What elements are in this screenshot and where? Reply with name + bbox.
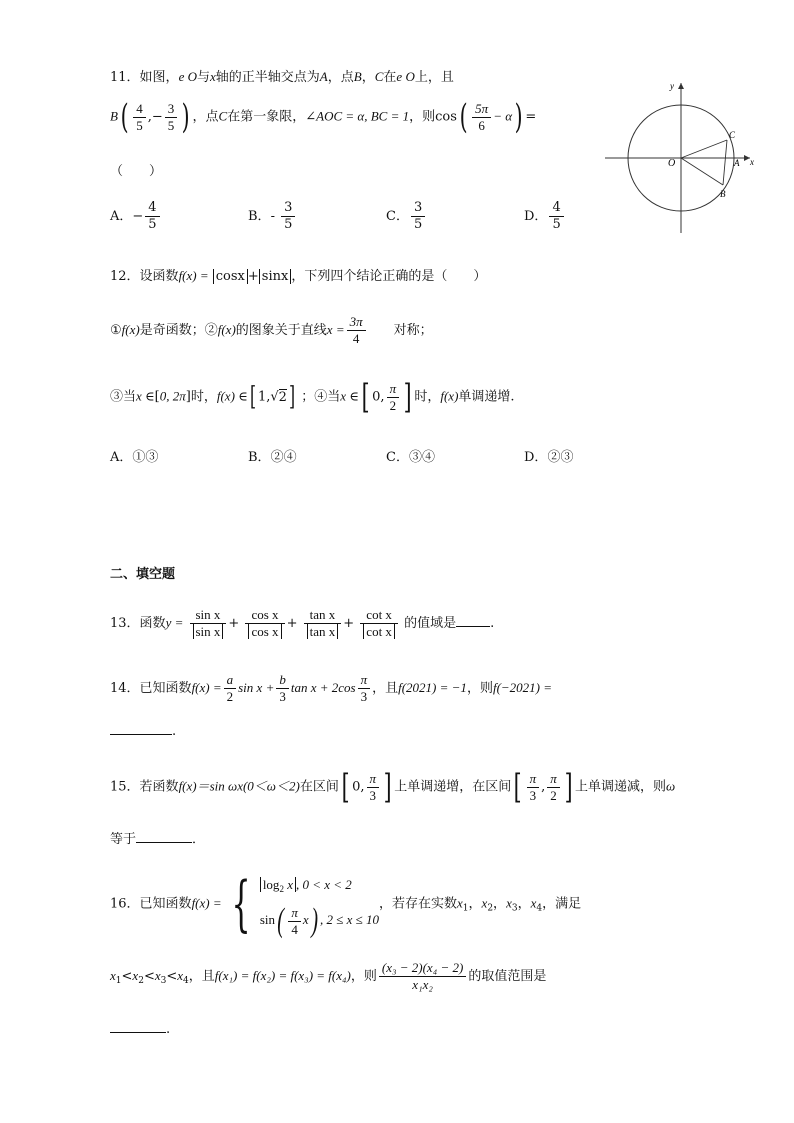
q12-line2: ①f(x)是奇函数；②f(x)的图象关于直线x = $\frac{3\pi}{4}$ 对称； (110, 314, 433, 346)
q14-answer-blank[interactable] (110, 734, 172, 735)
svg-text:x: x (750, 157, 754, 167)
q11-option-b[interactable]: B．- $\frac{3}{5}$ (248, 200, 297, 233)
q16-line2: $x_1<x_2<x_3<x_4$，且f(x₁) = f(x₂) = f(x₃) = f(x₄)，则 $\frac{\text{(x₃ − 2)(x₄ − 2)}}{\text{x₁x₂}}$ 的取值范围是 (110, 960, 547, 992)
svg-text:O: O (668, 158, 676, 169)
svg-text:A: A (734, 158, 740, 168)
q11-option-d[interactable]: D． $\frac{4}{5}$ (524, 200, 566, 233)
q12-line3: ③当x ∈[0, 2π]时，f(x) ∈[ 1,√2] ；④当x ∈[ 0, $\frac{\pi}{2}$ ] 时，f(x)单调递增. (110, 377, 515, 417)
q16-answer-line: . (110, 1022, 170, 1037)
q11-option-a[interactable]: A．− $\frac{4}{5}$ (110, 200, 162, 233)
q12-option-a[interactable]: A．①③ (110, 450, 159, 465)
q11-line2: B( $\frac{4}{5}$ ,− $\frac{3}{5}$ ) ，点C在第一象限，∠AOC = α, BC = 1，则cos( $\frac{5\pi}{6}$ − α) = (110, 97, 537, 137)
unit-circle-figure (600, 78, 760, 238)
q13-line: 13．函数y = $\frac{\text{sin x}}{\text{sin x}}$ + $\frac{\text{cos x}}{\text{cos x}}$ + $\frac{\text{tan x}}{\text{tan x}}$ + $\frac{\text{cot x}}{\text{cot x}}$ 的值域是 . (110, 607, 495, 639)
q11-paren: （ ） (110, 164, 163, 179)
q14-line: 14．已知函数f(x) = $\frac{a}{2}$ sin x + $\frac{b}{3}$ tan x + 2cos $\frac{\pi}{3}$ ，且f(2021) = −1，则f(−2021) = (110, 672, 553, 704)
q15-line2: 等于 ． (110, 832, 206, 847)
q16-line1: 16．已知函数f(x) = { $\log_2 x$ , 0 < x < 2 sin( $\frac{\pi}{4}$ x) , 2 ≤ x ≤ 10 ，若存在实数$x_1$，$x_2$，$x_3$，$x_4$，满足 (110, 869, 582, 939)
svg-text:y: y (670, 81, 674, 91)
q12-option-d[interactable]: D．②③ (524, 450, 574, 465)
q12-option-b[interactable]: B．②④ (248, 450, 297, 465)
q15-line1: 15．若函数f(x)＝sin ωx(0＜ω＜2)在区间[ 0, $\frac{\pi}{3}$ ] 上单调递增，在区间[ $\frac{\pi}{3}$ , $\frac{\pi}{2}$ ] 上单调递减，则ω (110, 767, 676, 807)
q14-answer-line: . (110, 724, 176, 739)
q13-answer-blank[interactable] (456, 626, 490, 627)
q16-answer-blank[interactable] (110, 1032, 166, 1033)
q12-option-c[interactable]: C．③④ (386, 450, 435, 465)
svg-text:C: C (729, 130, 736, 140)
section-title: 二、填空题 (110, 567, 176, 582)
svg-text:B: B (720, 189, 726, 199)
q11-line1: 11．如图，e O与x轴的正半轴交点为A，点B，C在e O上，且 (110, 69, 454, 85)
q11-option-c[interactable]: C． $\frac{3}{5}$ (386, 200, 427, 233)
q12-line1: 12．设函数f(x) = cosx + sinx ，下列四个结论正确的是（ ） (110, 268, 487, 284)
q15-answer-blank[interactable] (136, 842, 192, 843)
